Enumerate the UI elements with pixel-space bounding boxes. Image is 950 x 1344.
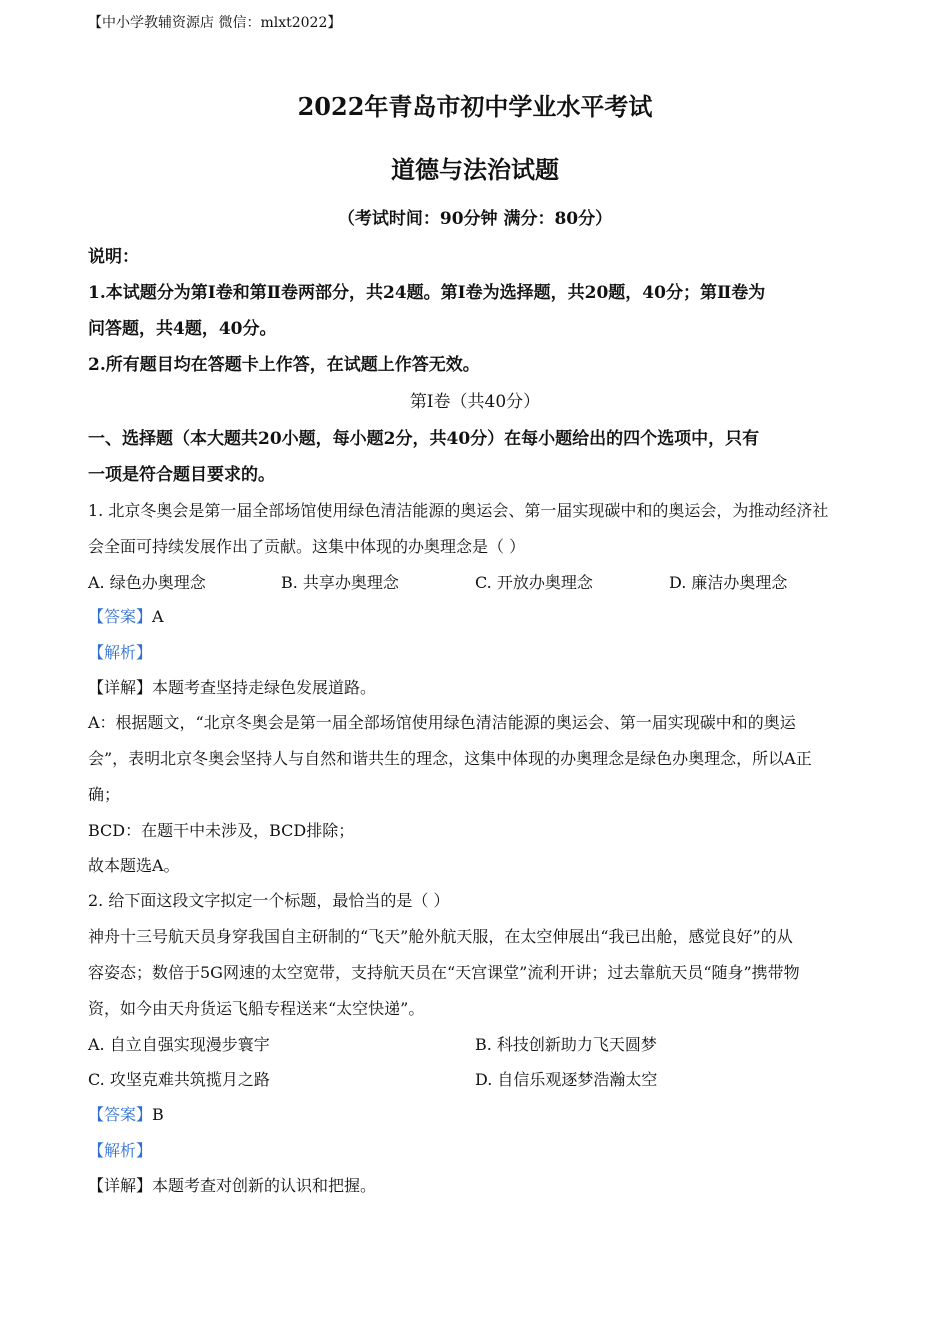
q1-option-b: B. 共享办奥理念 [281,573,399,592]
q1-analysis-tag: 【解析】 [88,643,153,662]
exam-title: 2022年青岛市初中学业水平考试 [297,92,653,121]
exam-info: （考试时间：90分钟 满分：80分） [337,209,613,229]
q1-stem-line-1: 1. 北京冬奥会是第一届全部场馆使用绿色清洁能源的奥运会、第一届实现碳中和的奥运会，为推动经济社 [88,501,829,520]
q1-answer-tag: 【答案】 [88,607,153,626]
q2-option-b: B. 科技创新助力飞天圆梦 [475,1035,657,1054]
exam-subtitle: 道德与法治试题 [391,155,559,184]
q2-passage-line-1: 神舟十三号航天员身穿我国自主研制的“飞天”舱外航天服，在太空伸展出“我已出舱，感觉良好”的从 [88,927,793,946]
q1-stem-line-2: 会全面可持续发展作出了贡献。这集中体现的办奥理念是（ ） [88,537,526,556]
q2-analysis-tag: 【解析】 [88,1141,153,1160]
q2-option-a: A. 自立自强实现漫步寰宇 [88,1035,270,1054]
section-title: 第Ⅰ卷（共40分） [409,392,541,412]
page-header: 【中小学教辅资源店 微信：mlxt2022】 [88,15,342,31]
q1-explanation-line-4: BCD：在题干中未涉及，BCD排除； [88,821,355,840]
q2-answer-value: B [152,1105,164,1124]
note-1-line-1: 1.本试题分为第Ⅰ卷和第Ⅱ卷两部分，共24题。第Ⅰ卷为选择题，共20题，40分；第Ⅱ卷为 [88,283,766,303]
q2-option-d: D. 自信乐观逐梦浩瀚太空 [475,1070,658,1089]
note-2: 2.所有题目均在答题卡上作答，在试题上作答无效。 [88,355,480,375]
q1-answer [88,607,164,627]
q1-explanation-line-2: 会”，表明北京冬奥会坚持人与自然和谐共生的理念，这集中体现的办奥理念是绿色办奥理念，所以A正 [88,749,812,768]
q2-detail: 【详解】本题考查对创新的认识和把握。 [88,1176,377,1195]
notes-heading: 说明： [88,247,139,267]
q1-conclusion: 故本题选A。 [88,856,180,875]
section-instruction-line-1: 一、选择题（本大题共20小题，每小题2分，共40分）在每小题给出的四个选项中，只有 [88,429,760,449]
note-1-line-2: 问答题，共4题，40分。 [88,319,277,339]
q2-passage-line-2: 容姿态；数倍于5G网速的太空宽带，支持航天员在“天宫课堂”流利开讲；过去靠航天员“随身”携带物 [88,963,800,982]
q2-option-c: C. 攻坚克难共筑揽月之路 [88,1070,270,1089]
q1-explanation-line-3: 确； [88,785,121,804]
q1-option-c: C. 开放办奥理念 [475,573,593,592]
q2-passage-line-3: 资，如今由天舟货运飞船专程送来“太空快递”。 [88,999,425,1018]
q1-option-a: A. 绿色办奥理念 [88,573,206,592]
q1-answer-value: A [152,607,164,626]
q2-answer [88,1105,164,1125]
section-instruction-line-2: 一项是符合题目要求的。 [88,465,275,485]
q1-explanation-line-1: A：根据题文，“北京冬奥会是第一届全部场馆使用绿色清洁能源的奥运会、第一届实现碳中和的奥运 [88,713,796,732]
q2-stem: 2. 给下面这段文字拟定一个标题，最恰当的是（ ） [88,891,450,910]
q1-detail: 【详解】本题考查坚持走绿色发展道路。 [88,678,377,697]
q2-answer-tag: 【答案】 [88,1105,153,1124]
q1-option-d: D. 廉洁办奥理念 [669,573,788,592]
